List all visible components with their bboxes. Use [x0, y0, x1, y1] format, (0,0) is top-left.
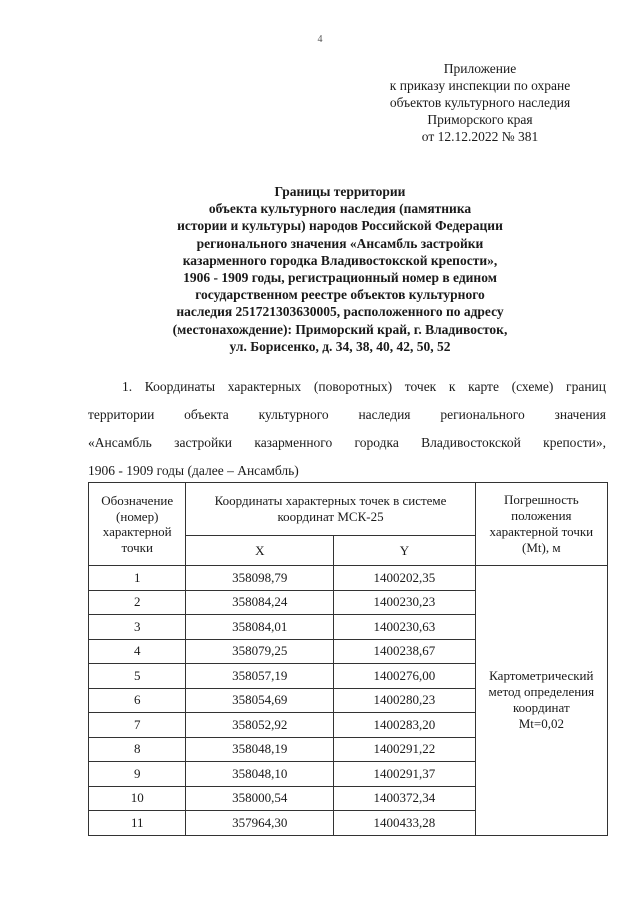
header-error-line: (Mt), м [522, 540, 561, 555]
header-error-line: Погрешность [503, 492, 579, 507]
document-title [70, 183, 610, 355]
x-coordinate: 358079,25 [186, 639, 334, 664]
title-line: казарменного городка Владивостокской крепости», [182, 252, 498, 268]
x-coordinate: 358048,10 [186, 762, 334, 787]
header-error-line: характерной точки [489, 524, 594, 539]
x-coordinate: 358000,54 [186, 786, 334, 811]
header-coordinates-line: координат МСК-25 [277, 509, 384, 524]
method-cell [475, 566, 607, 836]
header-designation-line: (номер) [116, 508, 159, 524]
x-coordinate: 358098,79 [186, 566, 334, 591]
appendix-block [360, 60, 600, 145]
point-number: 1 [89, 566, 186, 591]
header-designation-line: точки [121, 539, 153, 555]
point-number: 5 [89, 664, 186, 689]
header-error-line: положения [511, 508, 572, 523]
title-line: государственном реестре объектов культурного [195, 287, 485, 303]
y-coordinate: 1400433,28 [334, 811, 476, 836]
table-row [89, 566, 608, 591]
intro-paragraph [88, 373, 606, 485]
paragraph-line: «Ансамбль застройки казарменного городка Владивостокской крепости», [88, 435, 606, 450]
paragraph-line: 1. Координаты характерных (поворотных) точек к карте (схеме) границ [122, 379, 606, 394]
x-coordinate: 358084,24 [186, 590, 334, 615]
header-y: Y [334, 536, 476, 566]
point-number: 3 [89, 615, 186, 640]
x-coordinate: 358054,69 [186, 688, 334, 713]
x-coordinate: 358048,19 [186, 737, 334, 762]
appendix-line: Приморского края [427, 112, 533, 127]
point-number: 6 [89, 688, 186, 713]
method-line: метод определения [488, 684, 595, 700]
method-line: координат [513, 700, 570, 716]
header-designation-line: Обозначение [101, 493, 174, 508]
title-line: (местонахождение): Приморский край, г. Владивосток, [172, 321, 508, 337]
appendix-line: от 12.12.2022 № 381 [421, 129, 539, 144]
y-coordinate: 1400202,35 [334, 566, 476, 591]
method-line: Mt=0,02 [518, 716, 564, 732]
header-designation-line: характерной [102, 524, 172, 539]
x-coordinate: 357964,30 [186, 811, 334, 836]
y-coordinate: 1400291,37 [334, 762, 476, 787]
header-coordinates-line: Координаты характерных точек в системе [214, 493, 447, 508]
y-coordinate: 1400283,20 [334, 713, 476, 738]
y-coordinate: 1400280,23 [334, 688, 476, 713]
y-coordinate: 1400276,00 [334, 664, 476, 689]
y-coordinate: 1400372,34 [334, 786, 476, 811]
title-line: Границы территории [274, 184, 406, 199]
paragraph-line: 1906 - 1909 годы (далее – Ансамбль) [88, 463, 299, 478]
header-designation [89, 483, 186, 566]
title-line: истории и культуры) народов Российской Федерации [177, 218, 503, 234]
point-number: 9 [89, 762, 186, 787]
y-coordinate: 1400238,67 [334, 639, 476, 664]
title-line: ул. Борисенко, д. 34, 38, 40, 42, 50, 52 [229, 338, 451, 354]
point-number: 7 [89, 713, 186, 738]
appendix-line: к приказу инспекции по охране [389, 78, 571, 93]
point-number: 2 [89, 590, 186, 615]
y-coordinate: 1400230,23 [334, 590, 476, 615]
point-number: 4 [89, 639, 186, 664]
appendix-line: Приложение [443, 61, 517, 76]
method-line: Картометрический [489, 668, 594, 684]
title-line: объекта культурного наследия (памятника [208, 201, 472, 217]
x-coordinate: 358084,01 [186, 615, 334, 640]
point-number: 8 [89, 737, 186, 762]
y-coordinate: 1400230,63 [334, 615, 476, 640]
appendix-line: объектов культурного наследия [389, 95, 571, 110]
x-coordinate: 358057,19 [186, 664, 334, 689]
header-error [475, 483, 607, 566]
point-number: 11 [89, 811, 186, 836]
title-line: 1906 - 1909 годы, регистрационный номер в едином [183, 270, 497, 286]
point-number: 10 [89, 786, 186, 811]
paragraph-line: территории объекта культурного наследия регионального значения [88, 407, 606, 422]
x-coordinate: 358052,92 [186, 713, 334, 738]
header-x: X [186, 536, 334, 566]
header-coordinates [186, 483, 475, 536]
title-line: регионального значения «Ансамбль застройки [196, 235, 484, 251]
page-number: 4 [317, 34, 323, 45]
y-coordinate: 1400291,22 [334, 737, 476, 762]
coordinates-table [88, 482, 608, 836]
title-line: наследия 251721303630005, расположенного по адресу [176, 304, 504, 320]
